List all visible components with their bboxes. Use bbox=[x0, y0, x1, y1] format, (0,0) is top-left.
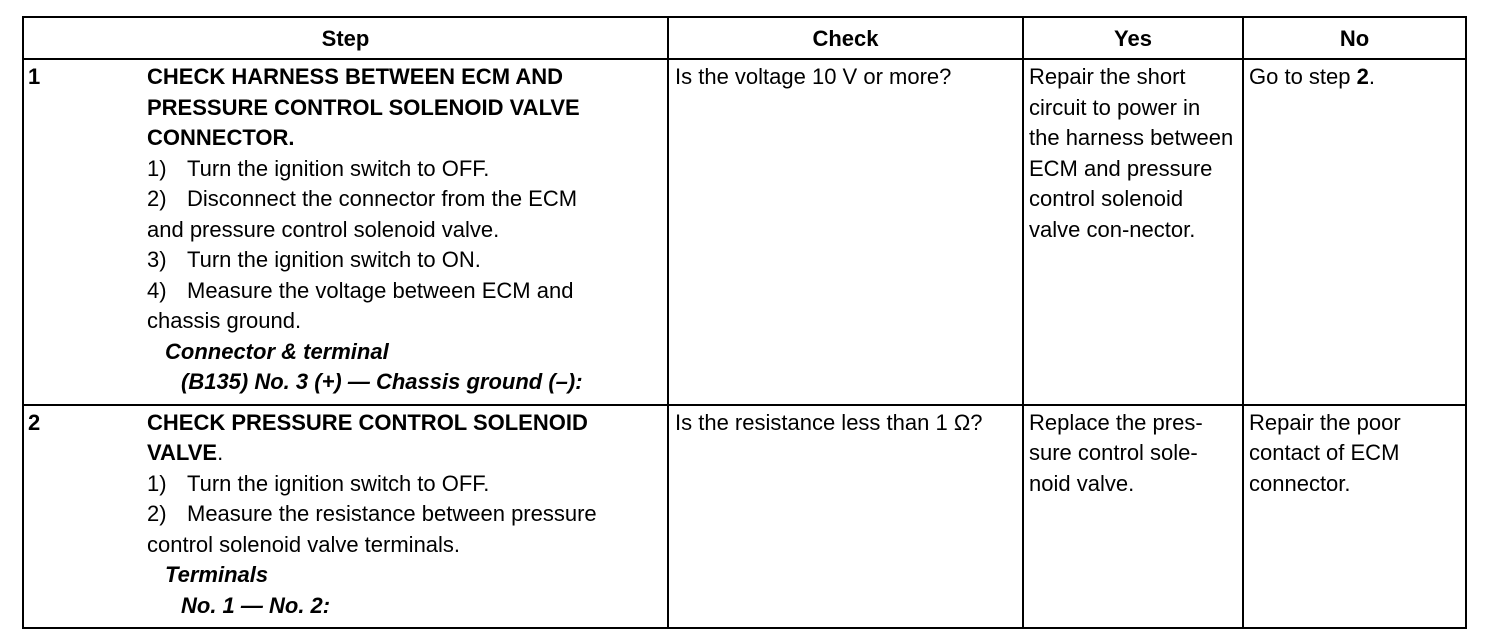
instruction-number: 3) bbox=[147, 247, 167, 272]
instruction-continuation: control solenoid valve terminals. bbox=[147, 531, 461, 557]
instruction-item bbox=[147, 245, 661, 276]
step-title-bold: CHECK PRESSURE CONTROL SOLENOID VALVE bbox=[147, 409, 588, 465]
no-text: Repair the poor contact of ECM connector. bbox=[1249, 409, 1401, 496]
step-title: CHECK HARNESS BETWEEN ECM AND PRESSURE CONTROL SOLENOID VALVE CONNECTOR. bbox=[147, 64, 580, 150]
check-text: Is the voltage 10 V or more? bbox=[675, 64, 952, 89]
instruction-text: Measure the resistance between pressure bbox=[187, 501, 597, 526]
instruction-text: Turn the ignition switch to OFF. bbox=[187, 155, 490, 181]
instruction-number: 2) bbox=[147, 186, 167, 211]
check-cell bbox=[668, 405, 1023, 629]
header-check: Check bbox=[668, 17, 1023, 59]
instruction-text: Turn the ignition switch to ON. bbox=[187, 247, 481, 272]
spec-value: (B135) No. 3 (+) — Chassis ground (–): bbox=[181, 369, 583, 394]
step-reference: 2 bbox=[1356, 64, 1369, 89]
table-row bbox=[23, 59, 1466, 405]
instruction-number: 4) bbox=[147, 277, 167, 303]
no-text bbox=[1244, 60, 1465, 97]
header-no: No bbox=[1243, 17, 1466, 59]
instruction-text: Turn the ignition switch to OFF. bbox=[187, 470, 490, 496]
diagnostic-table bbox=[22, 16, 1467, 629]
check-text: Is the resistance less than 1 Ω? bbox=[675, 409, 983, 435]
no-cell bbox=[1243, 59, 1466, 405]
instruction-item bbox=[147, 184, 661, 215]
check-cell bbox=[668, 59, 1023, 405]
table-row bbox=[23, 405, 1466, 629]
header-yes: Yes bbox=[1023, 17, 1243, 59]
step-number: 2 bbox=[28, 409, 41, 435]
yes-text: Repair the short circuit to power in the harness between ECM and pressure control solenoid valve con-nector. bbox=[1029, 64, 1234, 242]
instruction-text: Disconnect the connector from the ECM bbox=[187, 186, 578, 211]
spec-label: Connector & terminal bbox=[165, 338, 389, 364]
step-number: 1 bbox=[28, 64, 41, 89]
no-cell bbox=[1243, 405, 1466, 629]
step-body bbox=[147, 60, 667, 404]
step-title bbox=[147, 408, 661, 469]
instruction-text: Measure the voltage between ECM and bbox=[187, 277, 574, 303]
header-step: Step bbox=[23, 17, 668, 59]
header-row bbox=[23, 17, 1466, 59]
no-text-suffix: . bbox=[1368, 64, 1375, 89]
instruction-number: 2) bbox=[147, 501, 167, 526]
instruction-number: 1) bbox=[147, 470, 167, 496]
yes-text: Replace the pres-sure control sole-noid valve. bbox=[1029, 409, 1203, 496]
step-cell bbox=[23, 405, 668, 629]
instruction-continuation: and pressure control solenoid valve. bbox=[147, 216, 500, 242]
no-text-prefix: Go to step bbox=[1249, 64, 1357, 89]
step-title-punct: . bbox=[217, 440, 224, 465]
yes-cell bbox=[1023, 405, 1243, 629]
instruction-item bbox=[147, 276, 661, 307]
instruction-item bbox=[147, 154, 661, 185]
step-body bbox=[147, 406, 667, 628]
spec-label: Terminals bbox=[165, 562, 269, 587]
instruction-item bbox=[147, 499, 661, 530]
step-cell bbox=[23, 59, 668, 405]
instruction-item bbox=[147, 469, 661, 500]
instruction-continuation: chassis ground. bbox=[147, 308, 302, 333]
instruction-number: 1) bbox=[147, 155, 167, 181]
yes-cell bbox=[1023, 59, 1243, 405]
spec-value: No. 1 — No. 2: bbox=[181, 592, 331, 618]
